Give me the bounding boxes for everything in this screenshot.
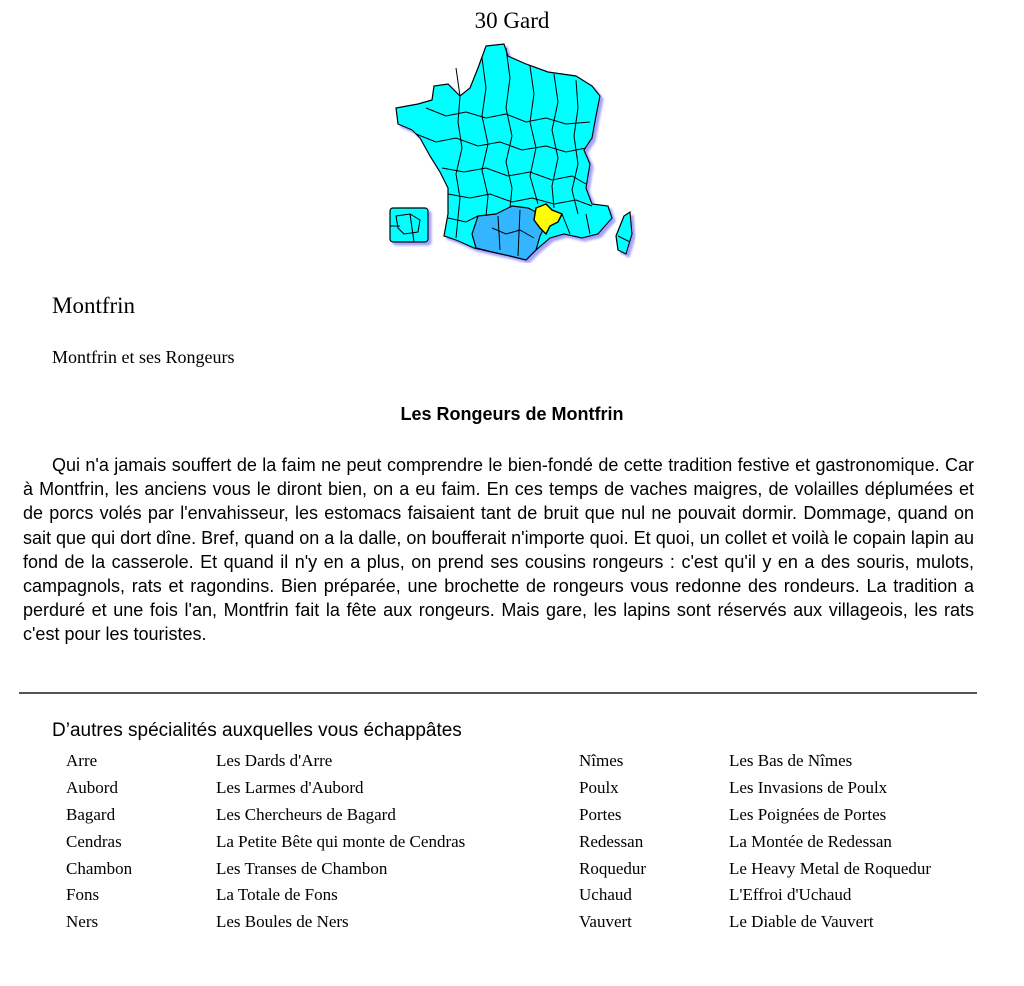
specialty-name: Les Transes de Chambon — [216, 858, 388, 878]
table-row — [66, 828, 465, 855]
specialty-name: La Montée de Redessan — [729, 831, 892, 851]
specialty-name: La Totale de Fons — [216, 885, 338, 905]
table-row — [66, 748, 465, 775]
horizontal-divider — [19, 692, 977, 694]
specialty-name: La Petite Bête qui monte de Cendras — [216, 831, 466, 851]
town-name: Ners — [66, 912, 99, 932]
town-name: Cendras — [66, 831, 122, 851]
specialty-name: Les Boules de Ners — [216, 912, 349, 932]
department-title: 30 Gard — [474, 8, 550, 33]
table-row — [66, 909, 465, 936]
town-name: Fons — [66, 885, 100, 905]
town-name: Roquedur — [579, 858, 647, 878]
town-name: Uchaud — [579, 885, 632, 905]
specialty-name: Les Poignées de Portes — [729, 804, 887, 824]
specialty-name: Les Chercheurs de Bagard — [216, 804, 396, 824]
town-name: Redessan — [579, 831, 644, 851]
specialties-table-left — [66, 748, 465, 936]
town-name: Aubord — [66, 778, 118, 798]
table-row — [579, 748, 931, 775]
town-subtitle: Montfrin et ses Rongeurs — [52, 347, 235, 367]
specialty-name: Le Diable de Vauvert — [729, 912, 874, 932]
table-row — [579, 909, 931, 936]
table-row — [66, 802, 465, 829]
specialty-name: Les Invasions de Poulx — [729, 778, 888, 798]
article-body: Qui n'a jamais souffert de la faim ne peut comprendre le bien-fondé de cette tradition festive et gastronomique. Car à Montfrin, les anciens vous le diront bien, on a eu faim. En ces temps de vaches maigres, de volailles déplumées et de porcs volés par l'envahisseur, les estomacs faisaient tant de bruit que nul ne pouvait dormir. Dommage, quand on sait que qui dort dîne. Bref, quand on a la dalle, on boufferait n'importe quoi. Et quoi, un collet et voilà le copain lapin au fond de la casserole. Et quand il n'y en a plus, on prend ses cousins rongeurs : c'est qu'il y en a des souris, mulots, campagnols, rats et ragondins. Bien préparée, une brochette de rongeurs vous redonne des rondeurs. La tradition a perduré et une fois l'an, Montfrin fait la fête aux rongeurs. Mais gare, les lapins sont réservés aux villageois, les rats c'est pour les touristes. — [23, 455, 974, 645]
town-name: Poulx — [579, 778, 619, 798]
corsica-shape — [616, 212, 632, 254]
town-name: Vauvert — [579, 912, 632, 932]
table-row — [579, 882, 931, 909]
town-name: Portes — [579, 804, 622, 824]
france-map-icon — [386, 38, 646, 263]
town-name: Chambon — [66, 858, 133, 878]
town-name: Arre — [66, 751, 98, 771]
specialties-table-right — [579, 748, 931, 936]
table-row — [579, 855, 931, 882]
table-row — [66, 775, 465, 802]
table-row — [579, 775, 931, 802]
table-row — [66, 882, 465, 909]
table-row — [66, 855, 465, 882]
article-heading: Les Rongeurs de Montfrin — [400, 404, 624, 424]
other-specialties-heading: D’autres spécialités auxquelles vous échappâtes — [52, 720, 462, 741]
town-title: Montfrin — [52, 293, 136, 318]
town-name: Bagard — [66, 804, 116, 824]
table-row — [579, 802, 931, 829]
town-name: Nîmes — [579, 751, 624, 771]
specialty-name: L'Effroi d'Uchaud — [729, 885, 852, 905]
specialty-name: Les Larmes d'Aubord — [216, 778, 364, 798]
specialty-name: Les Bas de Nîmes — [729, 751, 853, 771]
specialty-name: Le Heavy Metal de Roquedur — [729, 858, 932, 878]
specialty-name: Les Dards d'Arre — [216, 751, 333, 771]
overseas-inset — [390, 208, 428, 242]
table-row — [579, 828, 931, 855]
